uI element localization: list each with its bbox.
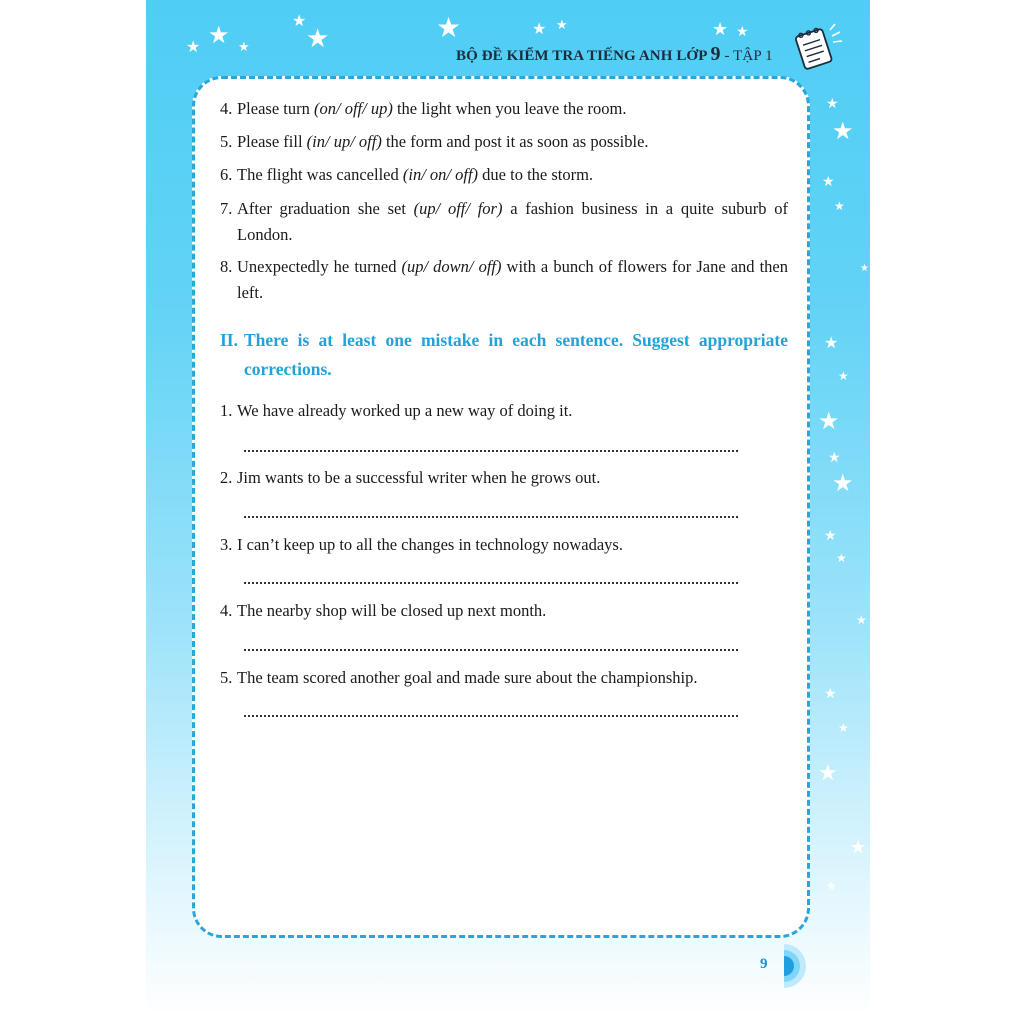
list-item: 1. We have already worked up a new way of doing it. (220, 401, 573, 420)
star-icon: ★ (556, 17, 568, 32)
list-item: 4. Please turn (on/ off/ up) the light when you leave the room. (220, 99, 627, 118)
page-number: 9 (760, 956, 768, 972)
star-icon: ★ (860, 263, 869, 274)
star-icon: ★ (834, 199, 845, 213)
list-item: 5. The team scored another goal and made sure about the championship. (220, 668, 698, 687)
star-icon: ★ (292, 13, 307, 30)
star-icon: ★ (826, 879, 837, 893)
star-icon: ★ (850, 837, 867, 857)
book-title: BỘ ĐỀ KIỂM TRA TIẾNG ANH LỚP 9 - TẬP 1 (456, 43, 773, 65)
answer-line[interactable] (244, 450, 738, 452)
star-icon: ★ (826, 97, 839, 112)
star-icon: ★ (818, 409, 840, 435)
star-icon: ★ (306, 24, 330, 53)
list-item: 8. Unexpectedly he turned (up/ down/ off) with a bunch of flowers for Jane and then left. (220, 257, 788, 302)
star-icon: ★ (836, 551, 847, 565)
list-item: 4. The nearby shop will be closed up next month. (220, 601, 547, 620)
star-icon: ★ (824, 687, 837, 702)
list-item: 2. Jim wants to be a successful writer when he grows out. (220, 468, 601, 487)
star-icon: ★ (838, 721, 849, 735)
star-icon: ★ (838, 369, 849, 383)
answer-options: (in/ on/ off) (402, 165, 479, 184)
star-icon: ★ (856, 613, 867, 627)
list-item: 6. The flight was cancelled (in/ on/ off) due to the storm. (220, 165, 594, 184)
star-icon: ★ (818, 760, 838, 785)
star-icon: ★ (824, 335, 839, 352)
star-icon: ★ (186, 39, 201, 56)
answer-line[interactable] (244, 516, 738, 518)
star-icon: ★ (238, 39, 250, 54)
star-icon: ★ (832, 119, 854, 145)
list-item: 7. After graduation she set (up/ off/ for) a fashion business in a quite suburb of London. (220, 199, 788, 244)
answer-options: (on/ off/ up) (313, 99, 393, 118)
list-item: 5. Please fill (in/ up/ off) the form and post it as soon as possible. (220, 132, 649, 151)
star-icon: ★ (436, 13, 462, 44)
star-icon: ★ (822, 175, 835, 190)
answer-line[interactable] (244, 715, 738, 717)
star-icon: ★ (832, 471, 854, 497)
star-icon: ★ (824, 529, 837, 544)
star-icon: ★ (712, 19, 729, 39)
notepad-icon (786, 18, 846, 78)
star-icon: ★ (208, 23, 230, 49)
star-icon: ★ (736, 25, 749, 40)
list-item: 3. I can’t keep up to all the changes in technology nowadays. (220, 535, 623, 554)
page-tab-icon (784, 944, 810, 988)
star-icon: ★ (828, 451, 841, 466)
answer-line[interactable] (244, 582, 738, 584)
answer-line[interactable] (244, 649, 738, 651)
answer-options: (up/ off/ for) (413, 199, 503, 218)
section-heading: II. There is at least one mistake in each sentence. Suggest appropriate corrections. (220, 330, 788, 379)
answer-options: (in/ up/ off) (306, 132, 382, 151)
star-icon: ★ (532, 21, 547, 38)
answer-options: (up/ down/ off) (401, 257, 502, 276)
